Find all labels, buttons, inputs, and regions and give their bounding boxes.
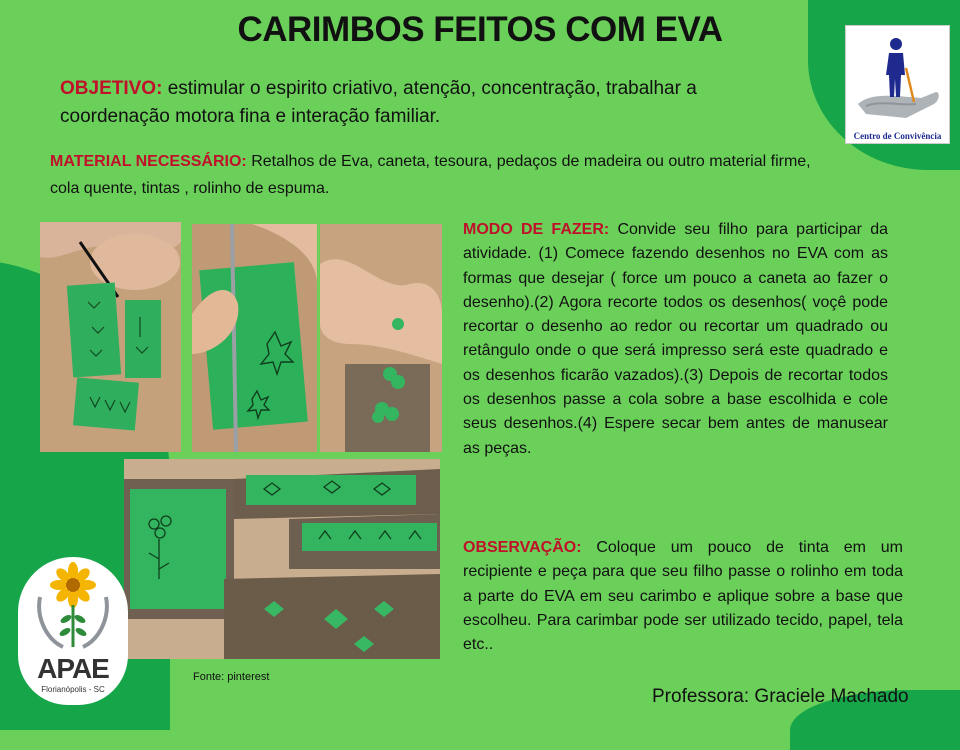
centro-convivencia-logo [845,25,950,144]
centro-convivencia-caption: Centro de Convivência [853,131,942,141]
modo-label: MODO DE FAZER: [463,221,610,238]
observacao-label: OBSERVAÇÃO: [463,539,582,556]
objective-text: estimular o espirito criativo, atenção, concentração, trabalhar a coordenação motora fina e interação familiar. [60,78,697,127]
teacher-name: Professora: Graciele Machado [652,686,909,707]
observacao-text: Coloque um pouco de tinta em um recipiente e peça para que seu filho passe o rolinho em toda a parte do EVA em seu carimbo e aplique sobre a base que escolheu. Para carimbar pode ser utilizado tecido, papel, tela etc.. [463,539,903,654]
photo-gluing-on-wood-art [320,224,442,452]
photo-cutting-eva-art [192,224,317,452]
photo-finished-stamps-art [124,459,440,659]
source-credit: Fonte: pinterest [193,671,270,683]
apae-name: APAE [37,653,109,684]
observacao-paragraph [463,536,903,657]
photo-finished-stamps [124,459,440,659]
photo-drawing-on-eva-art [40,222,181,452]
objective-paragraph [60,75,790,131]
apae-logo [18,557,128,705]
objective-label: OBJETIVO: [60,78,163,99]
material-label: MATERIAL NECESSÁRIO: [50,153,247,170]
elderly-hands-logo-icon [846,26,949,126]
apae-city: Florianópolis - SC [41,685,105,694]
material-text: Retalhos de Eva, caneta, tesoura, pedaços de madeira ou outro material firme, cola quente, tintas , rolinho de espuma. [50,153,811,197]
page-title: CARIMBOS FEITOS COM EVA [237,10,723,49]
photo-gluing-on-wood [320,224,442,452]
modo-paragraph [463,218,888,461]
material-paragraph [50,148,830,202]
modo-text: Convide seu filho para participar da atividade. (1) Comece fazendo desenhos no EVA com as formas que desejar ( force um pouco a caneta ao fazer o desenho).(2) Agora recorte todos os desenhos( voçê pode recortar o desenho ao redor ou recortar um quadrado ou retângulo onde o que será impresso será este quadrado e os desenhos ficarão vazados).(3) Depois de recortar todos os desenhos passe a cola sobre a base escolhida e cole seus desenhos.(4) Espere secar bem antes de manusear as peças. [463,221,888,457]
photo-cutting-eva [192,224,317,452]
photo-drawing-on-eva [40,222,181,452]
apae-flower-logo-icon [18,557,128,655]
